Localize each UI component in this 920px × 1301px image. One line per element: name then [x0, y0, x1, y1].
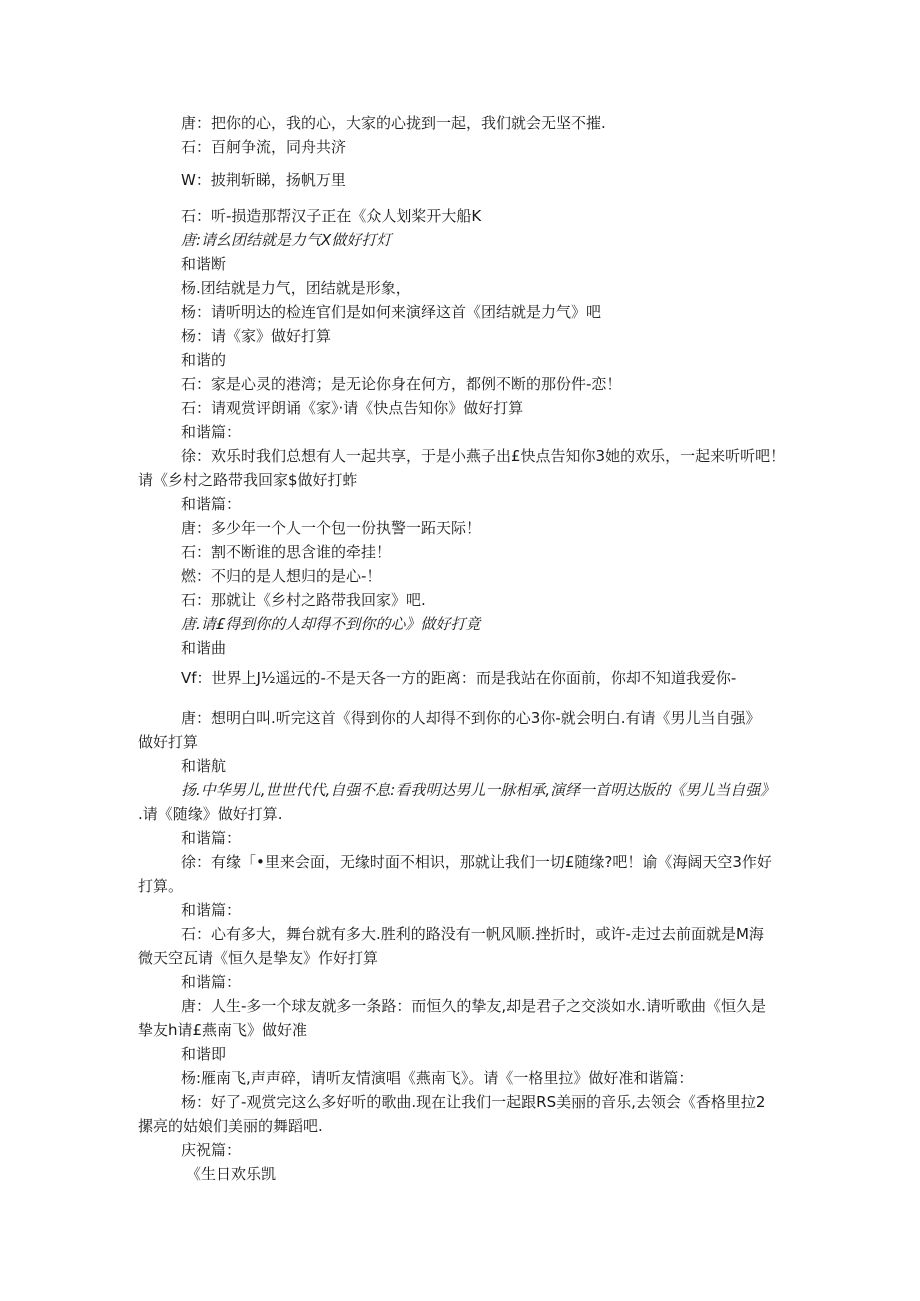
text-line: 石：请观赏评朗诵《家》·请《快点告知你》做好打算 — [181, 399, 524, 417]
text-line: 石：割不断谁的思含谁的牵挂！ — [181, 543, 392, 561]
text-line: 石：听-损造那帮汉子正在《众人划桨开大船K — [181, 207, 482, 225]
text-line: 唐：把你的心，我的心，大家的心拢到一起，我们就会无坚不摧. — [181, 114, 606, 132]
text-line: 扬.中华男儿,世世代代,自强不息:看我明达男儿一脉相承,演绎一首明达版的《男儿当自强》 — [181, 781, 776, 799]
text-line: 石：那就让《乡村之路带我回家》吧. — [181, 591, 426, 609]
text-line: 打算。 — [138, 877, 184, 895]
text-line: 挚友h请£燕南飞》做好准 — [138, 1021, 308, 1039]
text-line: 杨：请听明达的检连官们是如何来演绎这首《团结就是力气》吧 — [181, 303, 602, 321]
text-line: 唐：想明白叫.听完这首《得到你的人却得不到你的心3你-就会明白.有请《男儿当自强》 — [181, 709, 761, 727]
text-line: 石：家是心灵的港湾；是无论你身在何方，都例不断的那份件-恋！ — [181, 375, 622, 393]
section-heading: 庆祝篇： — [181, 1141, 242, 1159]
text-line: 唐：多少年一个人一个包一份执警一跖天际！ — [181, 519, 482, 537]
section-heading: 和谐即 — [181, 1045, 227, 1063]
section-heading: 和谐篇： — [181, 901, 242, 919]
section-heading: 和谐航 — [181, 757, 227, 775]
text-line: 杨.团结就是力气，团结就是形象， — [181, 279, 411, 297]
section-heading: 和谐断 — [181, 255, 227, 273]
text-line: 燃：不归的是人想归的是心-！ — [181, 567, 382, 585]
text-line: 唐.请£得到你的人却得不到你的心》做好打竟 — [181, 615, 481, 633]
text-line: 请《乡村之路带我回家$做好打蚱 — [138, 471, 358, 489]
text-line: 徐：有缘「•里来会面，无缘时面不相识，那就让我们一切£随缘?吧！谕《海阔天空3作好 — [181, 853, 772, 871]
section-heading: 和谐曲 — [181, 639, 227, 657]
text-line: .请《随缘》做好打算. — [138, 805, 283, 823]
text-line: 唐:请幺团结就是力气X做好打灯 — [181, 231, 392, 249]
text-line: 石：心有多大，舞台就有多大.胜利的路没有一帆风顺.挫折时，或许-走过去前面就是M海 — [181, 925, 764, 943]
text-line: 杨：请《家》做好打算 — [181, 327, 332, 345]
section-heading: 和谐篇： — [181, 829, 242, 847]
text-line: 微天空瓦请《恒久是挚友》作好打算 — [138, 949, 379, 967]
text-line: 徐：欢乐时我们总想有人一起共享，于是小燕子出£快点告知你3她的欢乐，一起来听听吧！ — [181, 447, 786, 465]
section-heading: 和谐篇： — [181, 423, 242, 441]
text-line: 杨:雁南飞,声声碎，请听友情演唱《燕南飞》。请《一格里拉》做好准和谐篇： — [181, 1069, 694, 1087]
section-heading: 和谐篇： — [181, 973, 242, 991]
text-line: 石：百舸争流，同舟共济 — [181, 138, 347, 156]
text-line: W：披荆斩睇，扬帆万里 — [181, 171, 346, 189]
section-heading: 和谐篇： — [181, 495, 242, 513]
text-line: 杨：好了-观赏完这么多好听的歌曲.现在让我们一起跟RS美丽的音乐,去领会《香格里拉2 — [181, 1093, 766, 1111]
text-line: 做好打算 — [138, 733, 199, 751]
text-line: 唐：人生-多一个球友就多一条路：而恒久的挚友,却是君子之交淡如水.请听歌曲《恒久是 — [181, 997, 766, 1015]
text-line: 摞亮的姑娘们美丽的舞蹈吧. — [138, 1117, 323, 1135]
section-heading: 和谐的 — [181, 351, 227, 369]
text-line: Vf：世界上J½遥远的-不是天各一方的距离：而是我站在你面前，你却不知道我爱你- — [181, 669, 737, 687]
text-line: 《生日欢乐凯 — [186, 1165, 277, 1183]
